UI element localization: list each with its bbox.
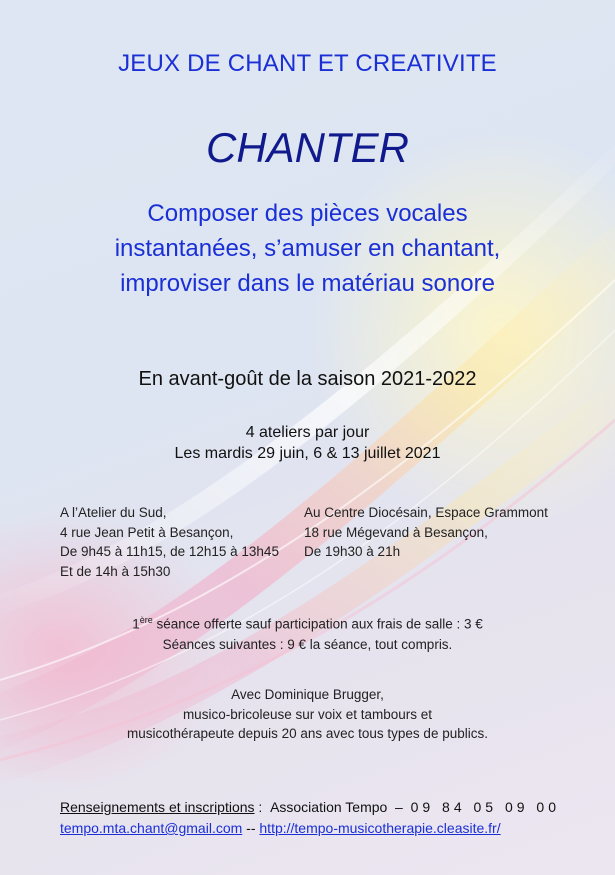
pricing-following-sessions: Séances suivantes : 9 € la séance, tout compris. (162, 636, 453, 652)
season-heading: En avant-goût de la saison 2021-2022 (138, 368, 477, 390)
pricing-first-num: 1 (132, 616, 140, 632)
venue-right-name: Au Centre Diocésain, Espace Grammont (304, 505, 548, 520)
pricing-first-session (0, 610, 615, 635)
contact-org: Association Tempo (270, 799, 388, 815)
facilitator-bio (0, 685, 615, 744)
subtitle-line-3: improviser dans le matériau sonore (120, 270, 495, 297)
main-title: CHANTER (205, 124, 409, 171)
website-link[interactable]: http://tempo-musicotherapie.cleasite.fr/ (259, 820, 501, 836)
contact-dash: – (395, 799, 403, 815)
subtitle-line-1: Composer des pièces vocales (147, 200, 468, 227)
schedule-ateliers: 4 ateliers par jour (245, 424, 370, 441)
venue-left-hours-1: De 9h45 à 11h15, de 12h15 à 13h45 (60, 544, 279, 559)
event-category-title: JEUX DE CHANT ET CREATIVITE (118, 50, 497, 77)
pricing-first-sup: ère (139, 615, 153, 625)
schedule (0, 422, 615, 464)
subtitle-line-2: instantanées, s’amuser en chantant, (114, 235, 501, 262)
pricing (0, 610, 615, 655)
contact-label-group (60, 799, 262, 815)
subtitle (0, 196, 615, 301)
venue-right-hours: De 19h30 à 21h (304, 544, 401, 559)
venue-left-hours-2: Et de 14h à 15h30 (60, 563, 171, 579)
contact-phone: 09 84 05 09 00 (410, 799, 560, 815)
venue-right (304, 503, 548, 562)
contact-colon: : (254, 799, 263, 815)
bio-line-3: musicothérapeute depuis 20 ans avec tous types de publics. (127, 726, 488, 741)
email-link[interactable]: tempo.mta.chant@gmail.com (60, 820, 243, 836)
bio-line-1: Avec Dominique Brugger, (231, 687, 384, 702)
contact-line (60, 799, 560, 815)
venue-left (60, 503, 279, 581)
venue-right-address: 18 rue Mégevand à Besançon, (304, 524, 488, 540)
pricing-first-rest: séance offerte sauf participation aux frais de salle : 3 € (152, 616, 483, 632)
contact-links (60, 820, 560, 836)
schedule-dates: Les mardis 29 juin, 6 & 13 juillet 2021 (174, 445, 441, 462)
links-separator: -- (242, 820, 260, 836)
venue-left-address: 4 rue Jean Petit à Besançon, (60, 524, 234, 540)
bio-line-2: musico-bricoleuse sur voix et tambours et (182, 706, 433, 722)
contact-label: Renseignements et inscriptions (60, 799, 255, 815)
venue-left-name: A l’Atelier du Sud, (60, 505, 167, 520)
